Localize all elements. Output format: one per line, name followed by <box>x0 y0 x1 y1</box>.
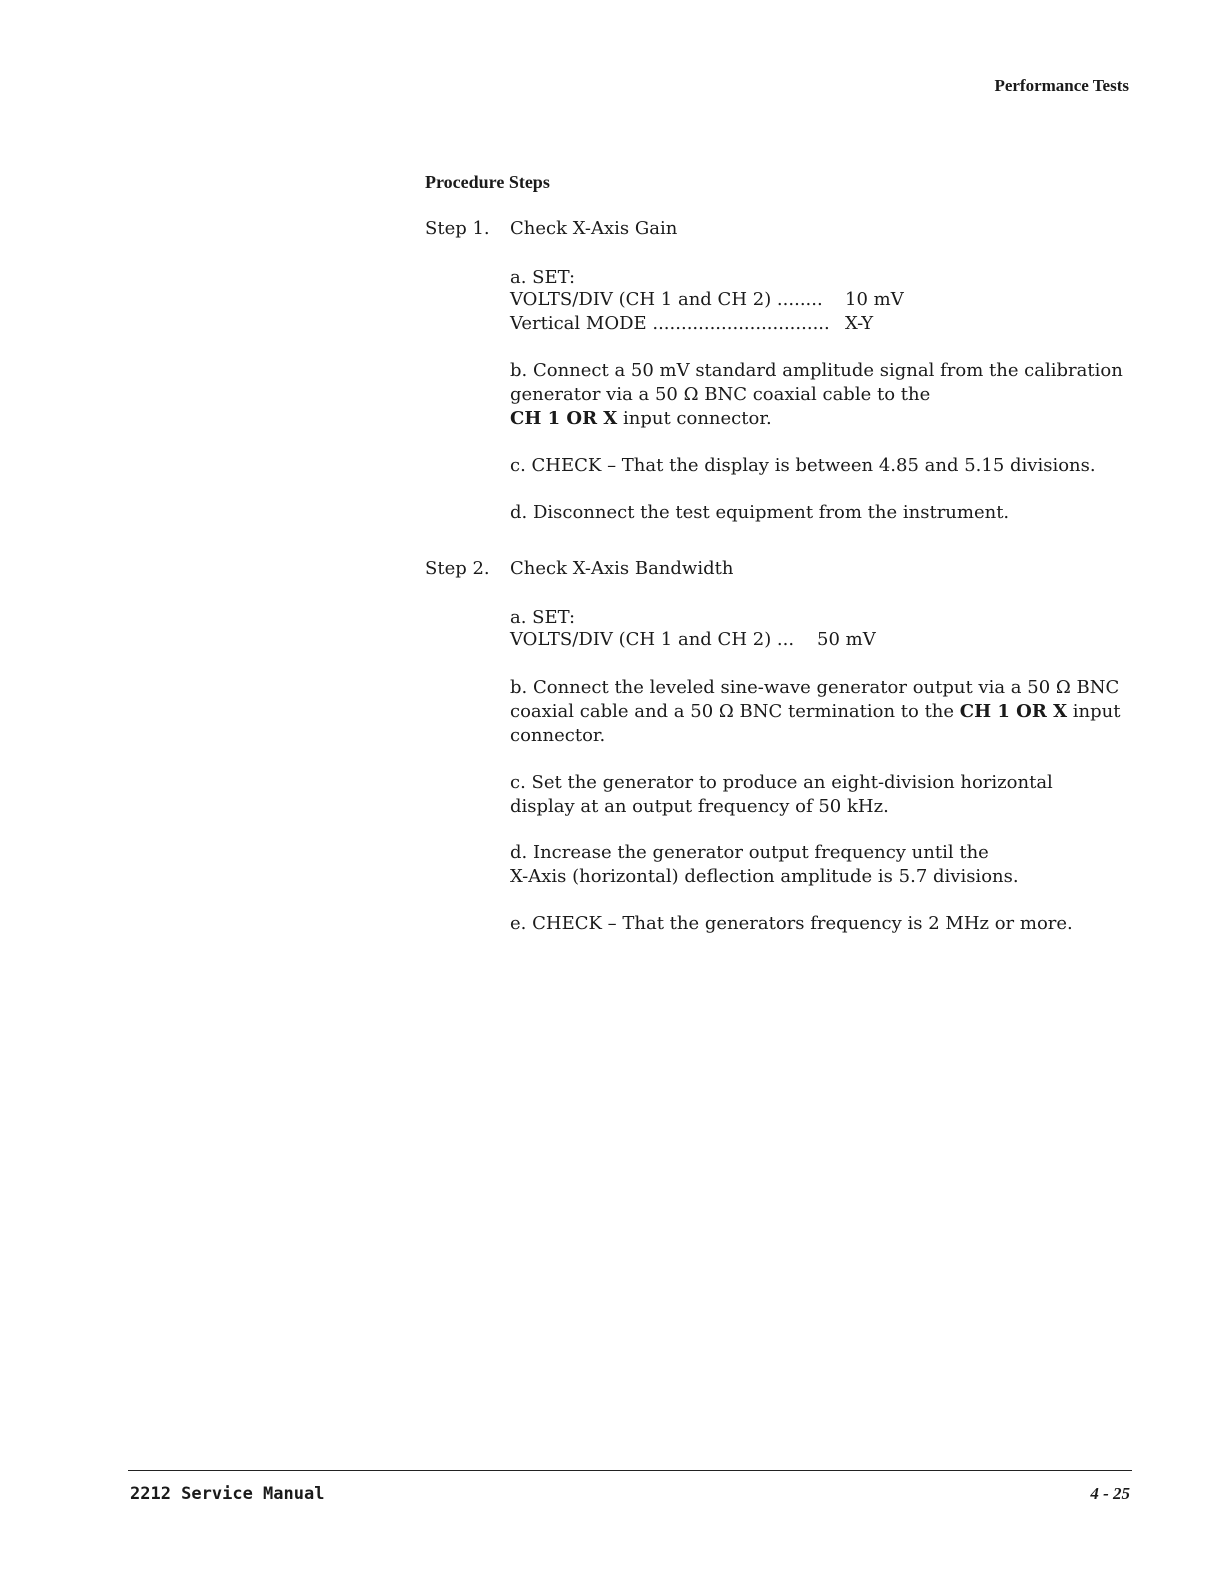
step-1-label: Step 1. <box>425 218 490 239</box>
step-1-b-line-3-text: input connector. <box>617 408 772 429</box>
page-number: 4 - 25 <box>1090 1484 1130 1503</box>
step-2-b-line-3: connector. <box>510 725 606 746</box>
setting-value: X-Y <box>845 313 874 334</box>
setting-name: VOLTS/DIV (CH 1 and CH 2) ... <box>510 629 795 650</box>
step-2-c-line-2: display at an output frequency of 50 kHz. <box>510 796 889 817</box>
footer-rule <box>128 1470 1132 1471</box>
setting-value: 50 mV <box>817 629 876 650</box>
setting-name: VOLTS/DIV (CH 1 and CH 2) ........ <box>510 289 823 310</box>
step-1-a-label: a. SET: <box>510 267 576 288</box>
step-1-title: Check X-Axis Gain <box>510 218 678 239</box>
step-2-b-line-2-post: input <box>1067 701 1121 722</box>
step-1-b-line-3 <box>510 407 772 431</box>
step-2-title: Check X-Axis Bandwidth <box>510 558 734 579</box>
step-2-label: Step 2. <box>425 558 490 579</box>
connector-label: CH 1 OR X <box>510 408 618 429</box>
step-1-b-line-1: b. Connect a 50 mV standard amplitude signal from the calibration <box>510 360 1123 381</box>
connector-label: CH 1 OR X <box>959 701 1068 722</box>
step-2-b-line-2-pre: coaxial cable and a 50 Ω BNC termination to the <box>510 701 960 722</box>
step-2-d-line-1: d. Increase the generator output frequency until the <box>510 842 989 863</box>
section-title: Procedure Steps <box>425 172 550 192</box>
step-2-d-line-2: X-Axis (horizontal) deflection amplitude is 5.7 divisions. <box>510 866 1019 887</box>
setting-value: 10 mV <box>845 289 904 310</box>
step-1-b-line-2: generator via a 50 Ω BNC coaxial cable to the <box>510 384 931 405</box>
step-2-b-line-1: b. Connect the leveled sine-wave generator output via a 50 Ω BNC <box>510 677 1120 698</box>
footer-manual-title: 2212 Service Manual <box>130 1484 325 1504</box>
step-2-a-label: a. SET: <box>510 607 576 628</box>
step-2-b-line-2 <box>510 700 1120 724</box>
step-1-d: d. Disconnect the test equipment from the instrument. <box>510 502 1010 523</box>
step-1-c: c. CHECK – That the display is between 4.85 and 5.15 divisions. <box>510 455 1096 476</box>
step-2-c-line-1: c. Set the generator to produce an eight-division horizontal <box>510 772 1053 793</box>
step-2-e: e. CHECK – That the generators frequency is 2 MHz or more. <box>510 913 1073 934</box>
running-header: Performance Tests <box>994 76 1129 95</box>
setting-name: Vertical MODE ............................... <box>510 313 830 334</box>
